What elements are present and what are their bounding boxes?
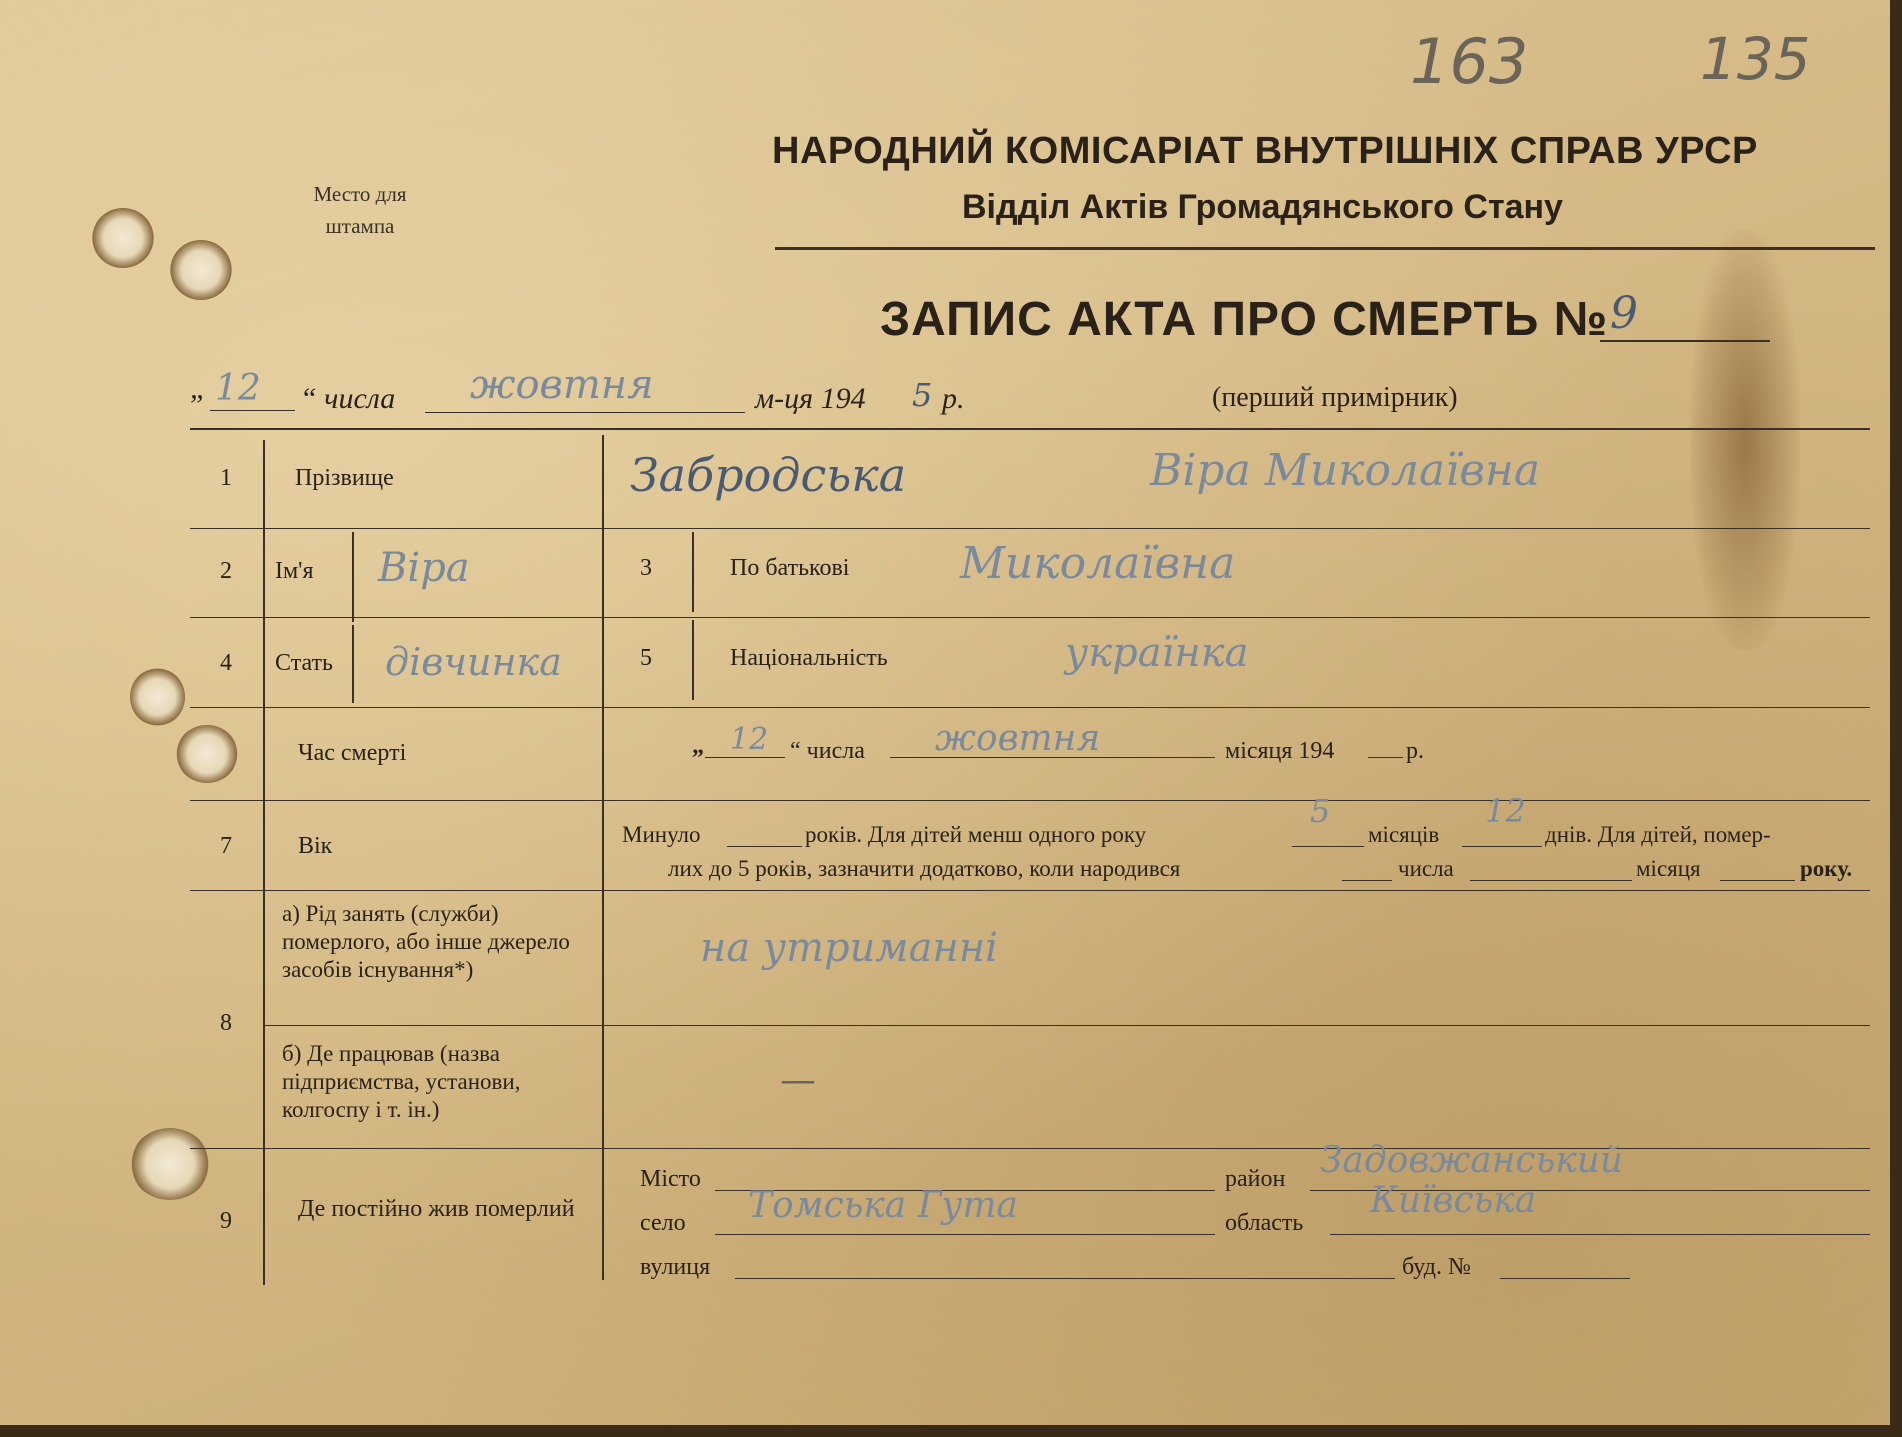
region-label: область <box>1225 1210 1304 1236</box>
surname-extra: Віра Миколаївна <box>1150 445 1541 496</box>
surname-label: Прізвище <box>295 465 394 491</box>
age-line1-b: років. Для дітей менш одного року <box>805 822 1147 847</box>
date-day: 12 <box>215 368 261 409</box>
punch-hole <box>130 1128 210 1200</box>
occupation-label: а) Рід занять (служби) померлого, або інше джерело засобів існування*) <box>282 901 570 982</box>
age-label: Вік <box>298 833 333 859</box>
stamp-place <box>285 178 435 242</box>
death-day: 12 <box>730 722 769 757</box>
age-line2-c: місяця <box>1636 856 1701 881</box>
row-3-number: 3 <box>640 555 652 581</box>
village-value: Томська Гута <box>748 1185 1019 1226</box>
col-divider-sex <box>352 625 354 703</box>
row-5-number: 5 <box>640 645 652 671</box>
archive-number-2: 135 <box>1700 25 1811 93</box>
archive-number: 163 <box>1410 25 1529 98</box>
col-divider-name <box>352 532 354 622</box>
age-line1-c: місяців <box>1368 822 1440 847</box>
street-line <box>735 1278 1395 1279</box>
death-quote-close: “ числа <box>790 738 865 764</box>
date-quote-open: „ <box>190 372 207 405</box>
death-month-suffix: місяця 194 <box>1225 738 1335 764</box>
age-months: 5 <box>1310 792 1331 830</box>
age-line2-d: року. <box>1800 856 1853 881</box>
region-line <box>1330 1234 1870 1235</box>
district-label: район <box>1225 1166 1286 1192</box>
age-line1-a: Минуло <box>622 822 701 847</box>
death-time-label: Час смерті <box>298 740 407 766</box>
age-months-line <box>1292 846 1364 847</box>
sex-value: дівчинка <box>385 640 562 684</box>
death-quote-open: „ <box>692 733 704 759</box>
village-label: село <box>640 1210 686 1236</box>
death-day-line <box>705 757 785 758</box>
house-label: буд. № <box>1402 1254 1471 1280</box>
row-rule-5 <box>190 890 1870 891</box>
punch-hole <box>170 240 232 300</box>
surname-value: Забродська <box>630 448 907 502</box>
record-number-line <box>1600 340 1770 342</box>
age-line2-a: лих до 5 років, зазначити додатково, коли народився <box>668 856 1181 881</box>
death-month: жовтня <box>935 718 1101 759</box>
record-title: ЗАПИС АКТА ПРО СМЕРТЬ № <box>880 293 1609 346</box>
workplace-label: б) Де працював (назва підприємства, установи, колгоспу і т. ін.) <box>282 1041 521 1122</box>
street-label: вулиця <box>640 1254 711 1280</box>
date-month-line <box>425 412 745 413</box>
col-divider-1 <box>263 440 265 1285</box>
header-rule <box>775 247 1875 250</box>
punch-hole <box>130 668 185 726</box>
row-rule-3 <box>190 707 1870 708</box>
age-born-day-line <box>1342 880 1392 881</box>
age-line2-b: числа <box>1398 856 1454 881</box>
punch-hole <box>176 725 238 783</box>
age-days: 12 <box>1485 792 1526 830</box>
age-years-line <box>727 846 802 847</box>
death-year-suffix: р. <box>1406 738 1424 764</box>
residence-label: Де постійно жив померлий <box>298 1196 575 1222</box>
city-label: Місто <box>640 1166 701 1192</box>
copy-note: (перший примірник) <box>1212 382 1458 413</box>
row-rule-4 <box>190 800 1870 801</box>
date-month: жовтня <box>470 362 654 408</box>
nationality-label: Національність <box>730 645 888 671</box>
row-rule-2 <box>190 617 1870 618</box>
date-year-digit: 5 <box>912 376 933 414</box>
death-month-line <box>890 757 1215 758</box>
department-title: Відділ Актів Громадянського Стану <box>962 188 1563 226</box>
record-number: 9 <box>1610 288 1638 339</box>
patronymic-value: Миколаївна <box>960 538 1236 589</box>
row-rule-1 <box>190 528 1870 529</box>
date-month-suffix: м-ця 194 <box>755 382 866 415</box>
col-divider-3 <box>692 532 694 612</box>
age-born-month-line <box>1470 880 1632 881</box>
water-stain <box>1690 230 1800 650</box>
stamp-place-line2: штампа <box>325 214 395 238</box>
workplace-value: — <box>780 1060 816 1101</box>
col-divider-5 <box>692 620 694 700</box>
date-year-suffix: р. <box>942 382 965 415</box>
punch-hole <box>92 208 154 268</box>
occupation-value: на утриманні <box>700 925 998 971</box>
district-value: Задовжанський <box>1320 1140 1624 1181</box>
stamp-place-line1: Место для <box>313 182 407 206</box>
first-name-value: Віра <box>378 545 470 591</box>
row-2-number: 2 <box>220 558 232 584</box>
house-line <box>1500 1278 1630 1279</box>
row-7-number: 7 <box>220 833 232 859</box>
date-quote-close: “ числа <box>300 382 396 415</box>
row-9-number: 9 <box>220 1208 232 1234</box>
ministry-title: НАРОДНИЙ КОМІСАРІАТ ВНУТРІШНІХ СПРАВ УРСР <box>772 130 1758 172</box>
row-8-number: 8 <box>220 1010 232 1036</box>
age-days-line <box>1462 846 1542 847</box>
region-value: Київська <box>1370 1180 1537 1221</box>
age-born-year-line <box>1720 880 1795 881</box>
first-name-label: Ім'я <box>275 558 314 584</box>
age-line1-d: днів. Для дітей, помер- <box>1545 822 1771 847</box>
date-day-line <box>210 410 295 411</box>
row-4-number: 4 <box>220 650 232 676</box>
village-line <box>715 1234 1215 1235</box>
row-rule-8a <box>265 1025 1870 1026</box>
sex-label: Стать <box>275 650 333 676</box>
patronymic-label: По батькові <box>730 555 850 581</box>
col-divider-2 <box>602 435 604 1280</box>
date-rule <box>190 428 1870 430</box>
row-1-number: 1 <box>220 465 232 491</box>
nationality-value: українка <box>1065 630 1249 676</box>
death-year-line <box>1368 757 1403 758</box>
